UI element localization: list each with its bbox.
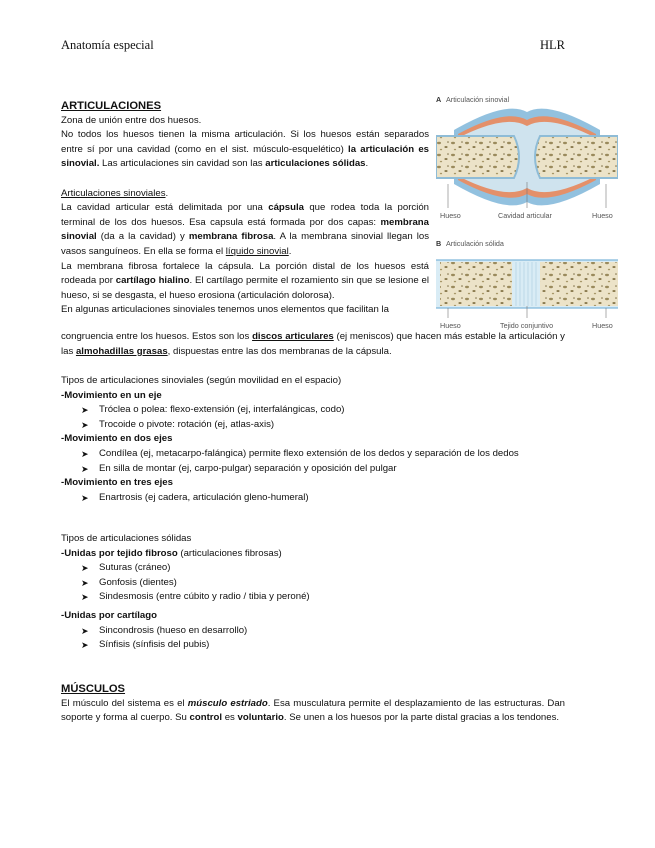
paragraph-discos-start: En algunas articulaciones sinoviales tenemos unos elementos que facilitan la (61, 304, 389, 316)
arrow-bullet-icon: ➤ (81, 563, 89, 574)
group-heading: -Movimiento en un eje (61, 389, 162, 401)
figure-b-label-hueso-right: Hueso (592, 321, 613, 330)
solid-joint-illustration (436, 260, 618, 318)
text-run: (ej meniscos) que hacen más estable la articulación y las (61, 331, 565, 357)
subsection-title-sinoviales: Articulaciones sinoviales (61, 187, 166, 199)
text-run: El músculo del sistema es el (61, 697, 188, 709)
list-item-text: En silla de montar (ej, carpo-pulgar) separación y oposición del pulgar (99, 462, 397, 474)
bold-term-almohadillas: almohadillas grasas (75, 345, 168, 357)
underlined-term-liquido: líquido sinovial (225, 245, 289, 257)
arrow-bullet-icon: ➤ (81, 419, 89, 430)
list-item-text: Sincondrosis (hueso en desarrollo) (99, 624, 248, 636)
text-run: La membrana fibrosa fortalece la cápsula. La porción distal de los huesos está rodeada por (61, 260, 429, 287)
text-run: congruencia entre los huesos. Estos son los (61, 331, 253, 342)
arrow-bullet-icon: ➤ (81, 463, 89, 474)
list-item (61, 638, 565, 653)
bold-term-control: control (189, 712, 223, 724)
paragraph-musculos (61, 697, 565, 726)
arrow-bullet-icon: ➤ (81, 577, 89, 588)
bold-term-discos: discos articulares (252, 331, 334, 342)
tipos-solidas-section (61, 532, 565, 653)
tipos-sinoviales-section (61, 374, 565, 505)
figure-a-title: Articulación sinovial (446, 95, 510, 104)
arrow-bullet-icon: ➤ (81, 492, 89, 503)
figure-b-label-tejido: Tejido conjuntivo (500, 321, 554, 330)
bold-term-membrana-fibrosa: membrana fibrosa (188, 231, 274, 243)
list-item-text: Sínfisis (sínfisis del pubis) (99, 639, 210, 651)
group-heading: -Movimiento en dos ejes (61, 433, 173, 445)
group-heading: -Unidas por cartílago (61, 609, 157, 621)
text-run: No todos los huesos tienen la misma articulación. Si los huesos están separados entre sí por una cavidad (como en el sist. músculo-esquelético) (61, 129, 429, 155)
text-run: , dispuestas entre las dos membranas de la cápsula. (167, 345, 392, 357)
list-item-text: Gonfosis (dientes) (99, 576, 177, 588)
musculos-section (61, 682, 565, 726)
bold-term-membrana-sinovial: membrana sinovial (61, 216, 429, 243)
subsection-title: Articulaciones sinoviales. (61, 187, 169, 199)
definition-text: Zona de unión entre dos huesos. (61, 114, 202, 126)
tipos-solidas-title: Tipos de articulaciones sólidas (61, 533, 192, 544)
bold-term-cartilago: cartílago hialino (115, 275, 190, 287)
text-run: . (288, 245, 292, 257)
text-run: . A la membrana sinovial llegan los vasos sanguíneos. En ella se forma el (61, 231, 429, 257)
arrow-bullet-icon: ➤ (81, 405, 89, 416)
list-item (61, 491, 565, 506)
group-heading-text: Movimiento en un eje (64, 389, 162, 401)
text-run: es (222, 712, 238, 724)
list-item (61, 624, 565, 639)
bold-term-solidas: articulaciones sólidas (265, 158, 366, 170)
paragraph-intro (61, 128, 429, 172)
arrow-bullet-icon: ➤ (81, 625, 89, 636)
bold-term-voluntario: voluntario (237, 712, 284, 724)
text-run: . El cartílago permite el rozamiento sin que se lesione el hueso, si se desgasta, el hueso erosiona (articulación dolorosa). (61, 275, 429, 301)
group-heading: -Movimiento en tres ejes (61, 477, 173, 489)
figure-a-label-cavidad: Cavidad articular (498, 211, 552, 220)
list-item (61, 403, 565, 418)
header-title: Anatomía especial (61, 38, 154, 52)
text-run: . Esa musculatura permite el desplazamiento de las estructuras. Dan soporte y forma al cuerpo. Su (61, 697, 566, 724)
arrow-bullet-icon: ➤ (81, 592, 89, 603)
text-run: (da a la cavidad) y (96, 231, 189, 243)
section-title-musculos: MÚSCULOS (61, 683, 126, 695)
figure-b-title: Articulación sólida (446, 239, 504, 248)
list-item-text: Suturas (cráneo) (99, 562, 171, 574)
figure-a-label-hueso-right: Hueso (592, 211, 613, 220)
list-item (61, 561, 565, 576)
list-item (61, 447, 565, 462)
figure-a-label-hueso-left: Hueso (440, 211, 461, 220)
figure-b-letter: B (436, 239, 442, 248)
bold-term-capsula: cápsula (268, 202, 304, 214)
list-item (61, 590, 565, 605)
group-heading-text: Unidas por tejido fibroso (64, 547, 178, 559)
spacer (61, 172, 429, 187)
list-item-text: Enartrosis (ej cadera, articulación gleno-humeral) (99, 491, 309, 503)
tipos-sinoviales-title: Tipos de articulaciones sinoviales (según movilidad en el espacio) (61, 375, 342, 386)
paragraph-discos (61, 330, 565, 359)
figure-b-label-hueso-left: Hueso (440, 321, 461, 330)
articulaciones-section (61, 99, 429, 318)
figure-a-letter: A (436, 95, 442, 104)
arrow-bullet-icon: ➤ (81, 640, 89, 651)
text-run: . (365, 158, 369, 170)
text-run: Las articulaciones sin cavidad son las (99, 158, 266, 170)
text-run: que rodea toda la porción terminal de los dos huesos. Esa capsula está formada por dos capas: (61, 202, 429, 228)
text-run: La cavidad articular está delimitada por una (61, 202, 269, 214)
synovial-joint-illustration (436, 109, 618, 208)
bold-term-musculo-estriado: músculo estriado (187, 697, 268, 709)
list-item (61, 418, 565, 433)
bold-term-sinovial: la articulación es sinovial. (61, 143, 430, 170)
list-item-text: Sindesmosis (entre cúbito y radio / tibia y peroné) (99, 591, 310, 603)
paragraph-capsula (61, 201, 429, 259)
group-heading-text: Movimiento en dos ejes (64, 433, 173, 445)
group-heading-text: Unidas por cartílago (64, 609, 157, 621)
list-item (61, 462, 565, 477)
text-run: . Se unen a los huesos por la parte distal gracias a los tendones. (283, 712, 560, 724)
section-title-articulaciones: ARTICULACIONES (61, 100, 162, 112)
group-heading: -Unidas por tejido fibroso (articulaciones fibrosas) (61, 547, 282, 559)
list-item-text: Tróclea o polea: flexo-extensión (ej, interfalángicas, codo) (99, 404, 345, 416)
group-heading-suffix: (articulaciones fibrosas) (177, 547, 282, 559)
joint-figure (436, 92, 618, 332)
header-initials: HLR (540, 38, 565, 52)
list-item-text: Trocoide o pivote: rotación (ej, atlas-axis) (99, 418, 275, 430)
list-item (61, 576, 565, 591)
group-heading-text: Movimiento en tres ejes (64, 477, 173, 489)
arrow-bullet-icon: ➤ (81, 448, 89, 459)
paragraph-cartilago (61, 260, 429, 304)
list-item-text: Condílea (ej, metacarpo-falángica) permite flexo extensión de los dedos y separación de los dedos (99, 447, 519, 459)
